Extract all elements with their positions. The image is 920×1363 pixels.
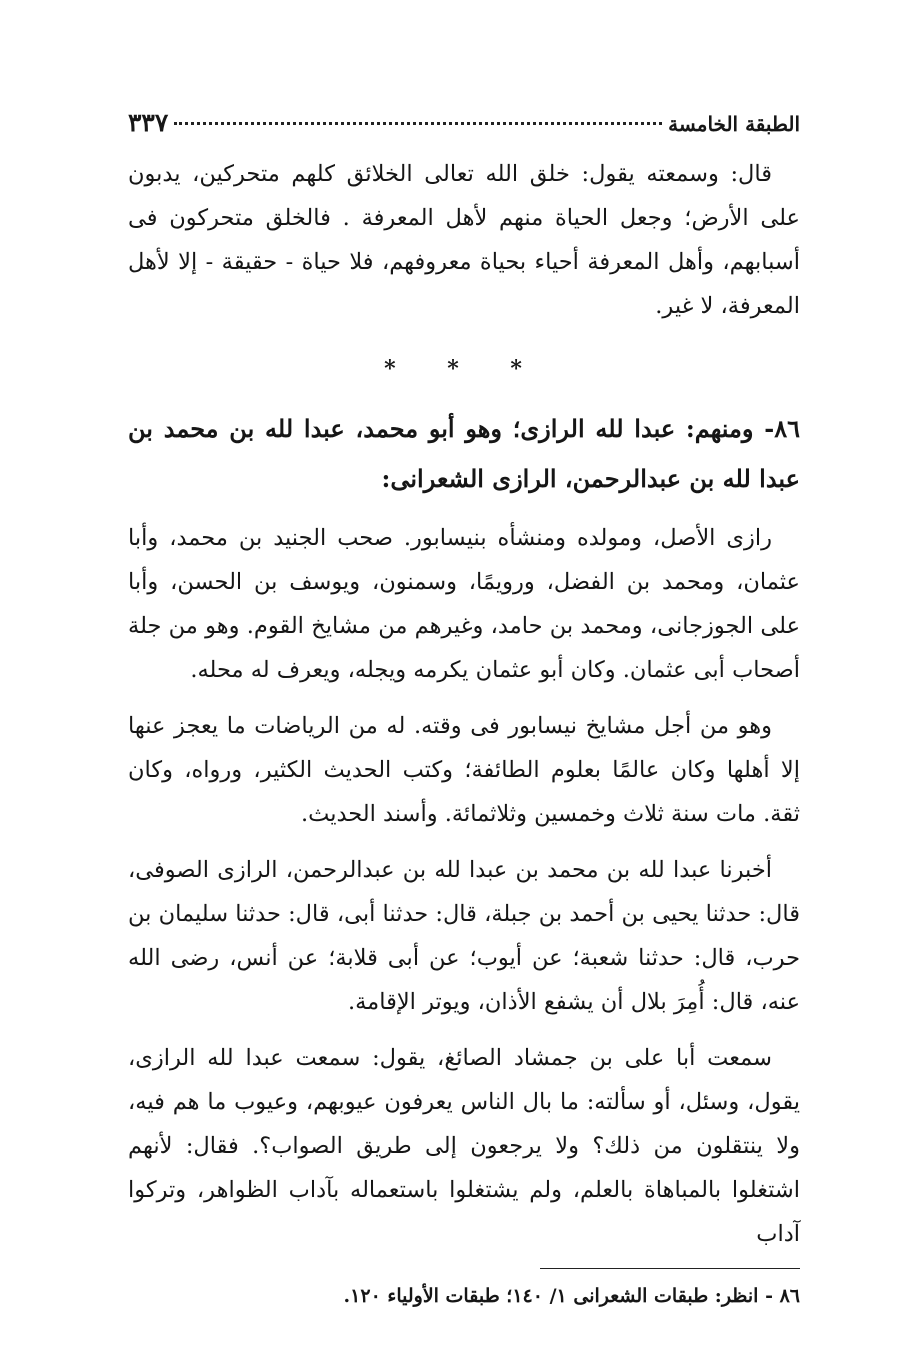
body-paragraph-1: رازى الأصل، ومولده ومنشأه بنيسابور. صحب الجنيد بن محمد، وأبا عثمان، ومحمد بن الفضل، ورويمًا، وسمنون، ويوسف بن الحسن، وأبا على الجوزجانى، ومحمد بن حامد، وغيرهم من مشايخ القوم. وهو من جلة أصحاب أبى عثمان. وكان أبو عثمان يكرمه ويجله، ويعرف له محله. bbox=[128, 525, 800, 683]
opening-paragraph: قال: وسمعته يقول: خلق الله تعالى الخلائق كلهم متحركين، يدبون على الأرض؛ وجعل الحياة منهم لأهل المعرفة . فالخلق متحركون فى أسبابهم، وأهل المعرفة أحياء بحياة معروفهم، فلا حياة - حقيقة - إلا لأهل المعرفة، لا غير. bbox=[128, 161, 800, 319]
footnote-divider bbox=[540, 1268, 800, 1269]
body-paragraph-3: أخبرنا عبدا لله بن محمد بن عبدا لله بن عبدالرحمن، الرازى الصوفى، قال: حدثنا يحيى بن أحمد بن جبلة، قال: حدثنا أبى، قال: حدثنا سليمان بن حرب، قال: حدثنا شعبة؛ عن أيوب؛ عن أبى قلابة؛ عن أنس، رضى الله عنه، قال: أُمِرَ بلال أن يشفع الأذان، ويوتر الإقامة. bbox=[128, 857, 800, 1015]
leader-dots bbox=[174, 122, 662, 125]
book-page bbox=[128, 108, 800, 1313]
running-head bbox=[128, 108, 800, 152]
body-paragraph-4: سمعت أبا على بن جمشاد الصائغ، يقول: سمعت عبدا لله الرازى، يقول، وسئل، أو سألته: ما بال الناس يعرفون عيوبهم، وعيوب ما هم فيه، ولا ينتقلون من ذلك؟ ولا يرجعون إلى طريق الصواب؟. فقال: لأنهم اشتغلوا بالمباهاة بالعلم، ولم يشتغلوا باستعماله بآداب الظواهر، وتركوا آداب bbox=[128, 1045, 800, 1247]
chapter-title: الطبقة الخامسة bbox=[668, 112, 800, 136]
entry-heading: ٨٦- ومنهم: عبدا لله الرازى؛ وهو أبو محمد، عبدا لله بن محمد بن عبدا لله بن عبدالرحمن، الرازى الشعرانى: bbox=[128, 414, 800, 493]
section-separator: * * * bbox=[384, 356, 544, 382]
page-number: ٣٣٧ bbox=[128, 108, 169, 137]
body-paragraph-2: وهو من أجل مشايخ نيسابور فى وقته. له من الرياضات ما يعجز عنها إلا أهلها وكان عالمًا بعلوم الطائفة؛ وكتب الحديث الكثير، ورواه، وكان ثقة. مات سنة ثلاث وخمسين وثلاثمائة. وأسند الحديث. bbox=[128, 713, 800, 827]
footnote: ٨٦ - انظر: طبقات الشعرانى ١/ ١٤٠؛ طبقات الأولياء ١٢٠. bbox=[343, 1285, 800, 1307]
